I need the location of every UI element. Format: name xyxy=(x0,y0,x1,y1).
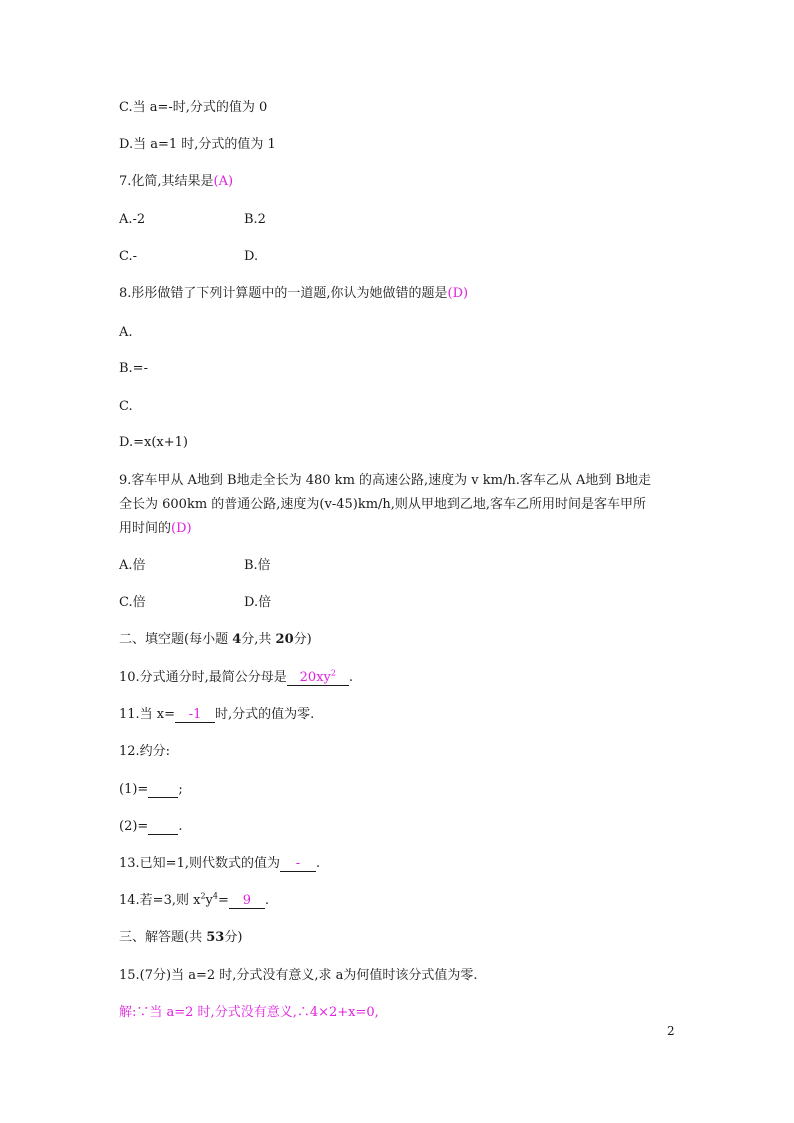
question-11 xyxy=(119,706,314,724)
question-10-text: 10.分式通分时,最简公分母是 xyxy=(119,670,287,685)
question-9-line-2: 全长为 600km 的普通公路,速度为(v-45)km/h,则从甲地到乙地,客车乙所用时间是客车甲所 xyxy=(119,497,647,512)
q7-option-c: C.- xyxy=(119,249,138,264)
question-14-exp-2: 4 xyxy=(212,891,218,901)
question-8-text: 8.彤彤做错了下列计算题中的一道题,你认为她做错的题是 xyxy=(119,286,448,301)
question-11-text: 11.当 x= xyxy=(119,707,176,722)
section-2-points-each: 4 xyxy=(232,632,242,647)
q9-option-b: B.倍 xyxy=(244,558,271,573)
question-13-text: 13.已知=1,则代数式的值为 xyxy=(119,856,280,871)
question-15-solution: 解:∵当 a=2 时,分式没有意义,∴4×2+x=0, xyxy=(119,1005,379,1020)
question-14-end: . xyxy=(264,893,270,908)
question-9-line-1: 9.客车甲从 A地到 B地走全长为 480 km 的高速公路,速度为 v km/h.客车乙从 A地到 B地走 xyxy=(119,473,652,488)
question-10-answer: 20xy xyxy=(299,670,331,685)
section-3-heading xyxy=(119,929,242,947)
question-15: 15.(7分)当 a=2 时,分式没有意义,求 a为何值时该分式值为零. xyxy=(119,968,478,983)
question-14 xyxy=(119,892,269,910)
question-9-line-3-text: 用时间的 xyxy=(119,521,172,536)
section-2-heading xyxy=(119,631,312,649)
question-12-part-1-end: ; xyxy=(178,782,183,797)
question-13-end: . xyxy=(315,856,321,871)
question-13 xyxy=(119,855,320,873)
question-10-end: . xyxy=(348,670,353,685)
question-10 xyxy=(119,669,353,687)
section-2-pre: 二、填空题(每小题 xyxy=(119,632,233,647)
option-d-line: D.当 a=1 时,分式的值为 1 xyxy=(119,137,276,152)
q7-option-a: A.-2 xyxy=(119,212,146,227)
question-14-exp-1: 2 xyxy=(200,891,206,901)
q8-option-b: B.=- xyxy=(119,361,148,376)
q8-option-d: D.=x(x+1) xyxy=(119,435,188,450)
section-2-mid: 分,共 xyxy=(241,632,276,647)
question-14-text: 14.若=3,则 x xyxy=(119,893,201,908)
option-c-line: C.当 a=-时,分式的值为 0 xyxy=(119,100,268,115)
question-9-line-3 xyxy=(119,520,192,538)
question-11-end: 时,分式的值为零. xyxy=(215,707,315,722)
section-3-post: 分) xyxy=(224,930,243,945)
question-10-answer-exponent: 2 xyxy=(330,668,336,678)
section-2-post: 分) xyxy=(293,632,312,647)
q8-option-c: C. xyxy=(119,399,133,414)
question-12: 12.约分: xyxy=(119,744,171,759)
question-12-part-2-blank xyxy=(148,819,178,835)
question-14-answer: 9 xyxy=(229,893,265,909)
question-7-text: 7.化简,其结果是 xyxy=(119,174,214,189)
q8-option-a: A. xyxy=(119,325,133,340)
question-11-answer: -1 xyxy=(175,707,215,723)
q7-option-d: D. xyxy=(244,249,259,264)
section-2-points-total: 20 xyxy=(275,632,294,647)
question-12-part-2-end: . xyxy=(178,819,183,834)
section-3-pre: 三、解答题(共 xyxy=(119,930,207,945)
question-7 xyxy=(119,173,233,191)
question-8-answer: (D) xyxy=(447,286,469,301)
question-12-part-1-text: (1)= xyxy=(119,782,149,797)
question-8 xyxy=(119,285,468,303)
q9-option-c: C.倍 xyxy=(119,595,146,610)
question-13-answer: - xyxy=(280,856,316,872)
section-3-points-total: 53 xyxy=(206,930,225,945)
question-12-part-2 xyxy=(119,818,182,836)
page-number: 2 xyxy=(667,1024,675,1038)
q9-option-d: D.倍 xyxy=(244,595,272,610)
q9-option-a: A.倍 xyxy=(119,558,146,573)
question-7-answer: (A) xyxy=(213,174,234,189)
q7-option-b: B.2 xyxy=(244,212,266,227)
question-14-var-y: y xyxy=(205,893,213,908)
question-14-equals: = xyxy=(217,893,229,908)
question-12-part-2-text: (2)= xyxy=(119,819,149,834)
question-12-part-1 xyxy=(119,781,183,799)
question-9-answer: (D) xyxy=(171,521,192,536)
question-12-part-1-blank xyxy=(148,782,178,798)
question-10-answer-blank xyxy=(287,670,349,686)
